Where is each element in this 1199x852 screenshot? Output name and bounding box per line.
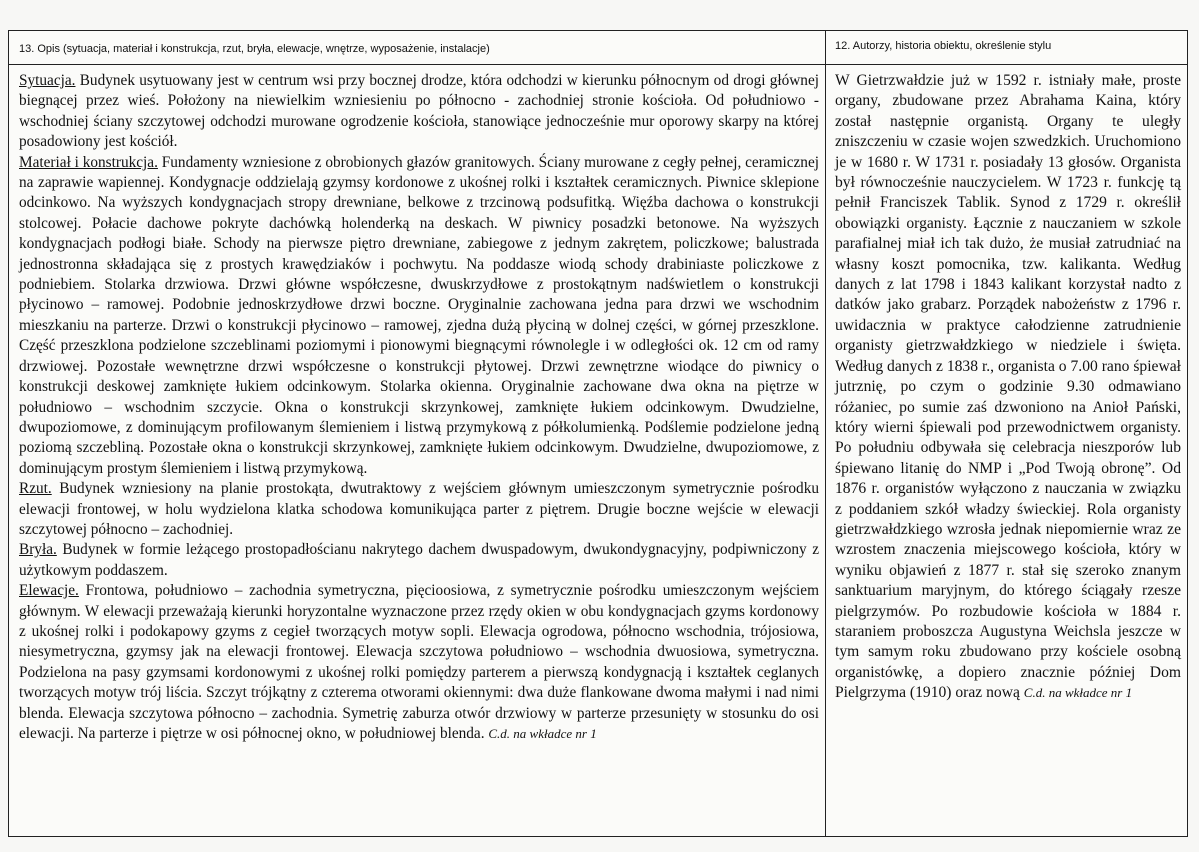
- paragraph-bryla: [19, 540, 819, 581]
- text-bryla: Budynek w formie leżącego prostopadłościanu nakrytego dachem dwuspadowym, dwukondygnacyjny, podpiwniczony z użytkowym poddaszem.: [19, 541, 819, 579]
- column-divider: [825, 31, 826, 836]
- text-elewacje: Frontowa, południowo – zachodnia symetryczna, pięcioosiowa, z symetrycznie pośrodku umieszczonym wejściem głównym. W elewacji przeważają kierunki horyzontalne wyznaczone przez rzędy okien w obu kondygnacjach gzyms kordonowy z ukośnej rolki i podokapowy gzyms z cegieł tworzących motyw sopli. Elewacja ogrodowa, północno wschodnia, trójosiowa, niesymetryczna, gzymsy jak na elewacji frontowej. Elewacja szczytowa południowo – wschodnia dwuosiowa, symetryczna. Podzielona na pasy gzymsami kordonowymi z ukośnej rolki pomiędzy parterem a pierwszą kondygnacją i kształtek ceglanych tworzących motyw trój liścia. Szczyt trójkątny z czterema otworami okiennymi: dwa duże flankowane dwoma małymi i nad nimi blenda. Elewacja szczytowa północno – zachodnia. Symetrię zaburza otwór drzwiowy w parterze przesunięty w stosunku do osi elewacji. Na parterze i piętrze w osi północnej okno, w południowej blenda.: [19, 582, 819, 742]
- right-section-header: 12. Autorzy, historia obiektu, określenie stylu: [835, 40, 1052, 52]
- heading-elewacje: Elewacje.: [19, 582, 79, 600]
- paragraph-rzut: [19, 479, 819, 540]
- paragraph-elewacje: [19, 581, 819, 744]
- paragraph-history: [835, 71, 1181, 704]
- heading-rzut: Rzut.: [19, 480, 52, 498]
- text-sytuacja: Budynek usytuowany jest w centrum wsi przy bocznej drodze, która odchodzi w kierunku północnym od drogi głównej biegnącej przez wieś. Położony na niewielkim wzniesieniu po północno - zachodniej stronie kościoła. Od południowo - wschodniej ściany szczytowej odchodzi murowane ogrodzenie kościoła, stanowiące jednocześnie mur oporowy skarpy na której posadowiony jest kościół.: [19, 72, 819, 151]
- text-material: Fundamenty wzniesione z obrobionych głazów granitowych. Ściany murowane z cegły pełnej, ceramicznej na zaprawie wapiennej. Kondygnacje oddzielają gzymsy kordonowe z ukośnej rolki i kształtek ceramicznych. Piwnice sklepione odcinkowo. Na wyższych kondygnacjach stropy drewniane, belkowe z trzcinową podsufitką. Więźba dachowa o konstrukcji stolcowej. Połacie dachowe pokryte dachówką holenderką na deskach. W piwnicy posadzki betonowe. Na wyższych kondygnacjach podłogi białe. Schody na pierwsze piętro drewniane, zabiegowe z jednym zakrętem, policzkowe; balustrada jednostronna składająca się z prostych krawędziaków i pochwytu. Na poddasze wiodą schody drabiniaste policzkowe z podniebiem. Stolarka drzwiowa. Drzwi główne współczesne, dwuskrzydłowe z prostokątnym nadświetlem o konstrukcji płycinowo – ramowej. Podobnie jednoskrzydłowe drzwi boczne. Oryginalnie zachowana jedna para drzwi we wschodnim mieszkaniu na parterze. Drzwi o konstrukcji płycinowo – ramowej, zjedna dużą płyciną w dolnej części, w górnej przeszklone. Część przeszklona podzielone szczeblinami poziomymi i pionowymi biegnącymi równolegle i w odległości ok. 12 cm od ramy drzwiowej. Pozostałe wewnętrzne drzwi współczesne o konstrukcji płytowej. Drzwi zewnętrzne wiodące do piwnicy o konstrukcji deskowej zamknięte łukiem odcinkowym. Stolarka okienna. Oryginalnie zachowane dwa okna na piętrze w południowo – wschodnim szczycie. Okna o konstrukcji skrzynkowej, zamknięte łukiem odcinkowym. Dwudzielne, dwupoziomowe, z dominującym profilowanym ślemieniem i listwą przymykową z półkolumienką. Podślemie podzielone jedną poziomą szczebliną. Pozostałe okna o konstrukcji skrzynkowej, zamknięte łukiem odcinkowym. Dwudzielne, dwupoziomowe, z dominującym prostym ślemieniem i listwą przymykową.: [19, 153, 819, 477]
- paragraph-sytuacja: [19, 71, 819, 153]
- form-sheet: [8, 30, 1188, 837]
- heading-material: Materiał i konstrukcja.: [19, 153, 158, 171]
- text-history: W Gietrzwałdzie już w 1592 r. istniały małe, proste organy, zbudowane przez Abrahama Kaina, który został następnie organistą. Organy te uległy zniszczeniu w czasie wojen szwedzkich. Uruchomiono je w 1680 r. W 1731 r. posiadały 13 głosów. Organista był równocześnie nauczycielem. W 1723 r. funkcję tą pełnił Franciszek Tablik. Synod z 1729 r. określił obowiązki organisty. Łącznie z nauczaniem w szkole parafialnej miał ich tak dużo, że musiał zatrudniać na własny koszt pomocnika, tzw. kalikanta. Według danych z lat 1798 i 1843 kalikant korzystał nadto z datków jako grabarz. Porządek nabożeństw z 1796 r. uwidacznia w praktyce całodzienne zatrudnienie organisty gietrzwałdzkiego w niedziele i święta. Według danych z 1838 r., organista o 7.00 rano śpiewał jutrznię, po czym o godzinie 9.30 odmawiano różaniec, po sumie zaś dzwoniono na Anioł Pański, który wierni śpiewali pod przewodnictwem organisty. Po południu odbywała się celebracja nieszporów lub śpiewano litanię do NMP i „Pod Twoją obronę”. Od 1876 r. organistów wyłączono z nauczania w związku z poddaniem szkół władzy świeckiej. Rola organisty gietrzwałdzkiego wzrosła jednak niepomiernie wraz ze wzrostem znaczenia miejscowego kościoła, który w wyniku objawień z 1877 r. stał się szeroko znanym sanktuarium maryjnym, do którego ściągały rzesze pielgrzymów. Po rozbudowie kościoła w 1884 r. staraniem proboszcza Augustyna Weichsla jeszcze w tym samym roku zbudowano przy kościele osobną organistówkę, a dopiero znacznie później Dom Pielgrzyma (1910) oraz nową: [835, 72, 1181, 702]
- paragraph-material: [19, 153, 819, 480]
- continuation-note-right: C.d. na wkładce nr 1: [1023, 685, 1133, 701]
- header-divider: [9, 64, 1187, 65]
- history-column: [835, 71, 1181, 704]
- description-column: [19, 71, 819, 744]
- text-rzut: Budynek wzniesiony na planie prostokąta, dwutraktowy z wejściem głównym umieszczonym symetrycznie pośrodku elewacji frontowej, w holu wydzielona klatka schodowa komunikująca parter z piętrem. Drugie boczne wejście w elewacji szczytowej północno – zachodniej.: [19, 480, 819, 538]
- continuation-note-left: C.d. na wkładce nr 1: [488, 726, 597, 741]
- heading-sytuacja: Sytuacja.: [19, 72, 76, 89]
- heading-bryla: Bryła.: [19, 541, 57, 559]
- left-section-header: 13. Opis (sytuacja, materiał i konstrukcja, rzut, bryła, elewacje, wnętrze, wyposażenie, instalacje): [19, 43, 490, 55]
